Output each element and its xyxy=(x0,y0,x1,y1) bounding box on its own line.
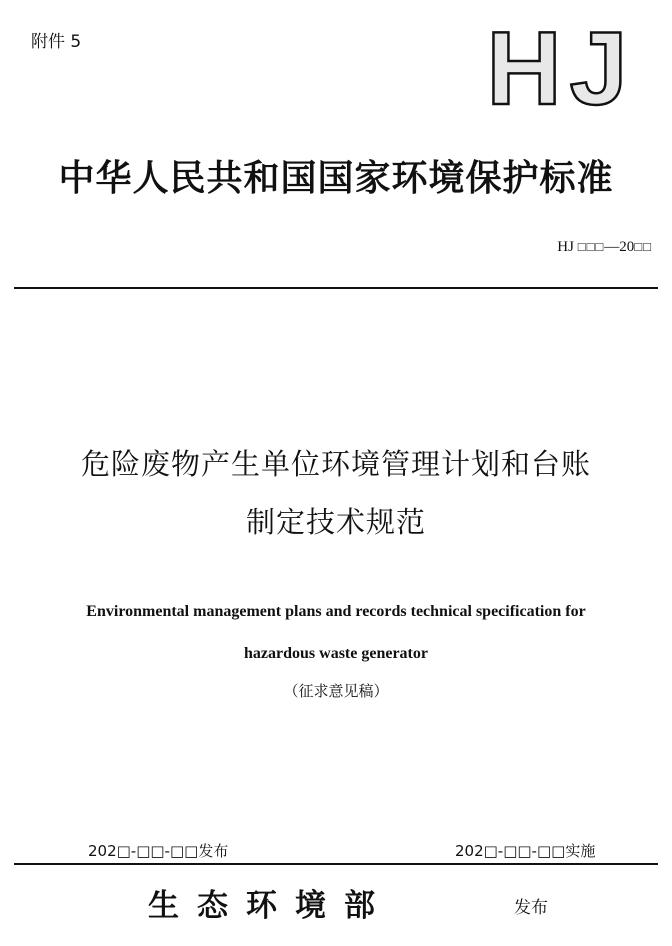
bottom-divider xyxy=(14,863,658,865)
publish-date: 202□-□□-□□发布 xyxy=(88,842,229,860)
main-title: 中华人民共和国国家环境保护标准 xyxy=(58,158,614,199)
ministry-name: 生态环境部 xyxy=(148,888,393,924)
effective-date: 202□-□□-□□实施 xyxy=(455,842,596,860)
attachment-label: 附件 5 xyxy=(31,32,82,52)
standard-number-separator: —20 xyxy=(604,239,635,255)
standard-number-code: □□□ xyxy=(577,239,605,254)
hj-logo xyxy=(476,18,646,114)
draft-note: （征求意见稿） xyxy=(283,682,389,700)
issue-label: 发布 xyxy=(514,898,548,918)
hj-logo-text: HJ xyxy=(486,18,636,114)
en-title-line2: hazardous waste generator xyxy=(244,645,428,662)
standard-number xyxy=(557,239,652,256)
en-title-line1: Environmental management plans and records technical specification for xyxy=(86,603,586,620)
cn-title-line2: 制定技术规范 xyxy=(245,505,426,539)
standard-number-year: □□ xyxy=(634,239,652,254)
standard-number-prefix: HJ xyxy=(557,239,578,255)
cn-title-line1: 危险废物产生单位环境管理计划和台账 xyxy=(80,447,591,481)
top-divider xyxy=(14,287,658,289)
